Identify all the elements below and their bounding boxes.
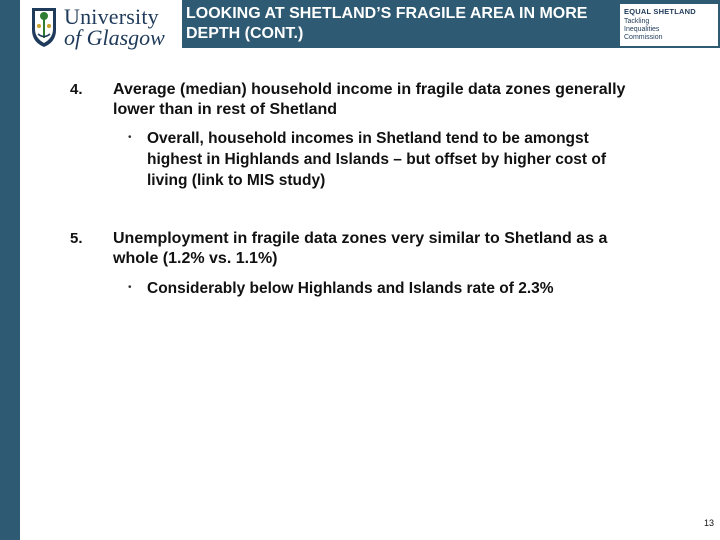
sub-point-text: Overall, household incomes in Shetland tend to be amongst highest in Highlands and Islands – but offset by higher cost of living (link to MIS study) [147, 130, 607, 189]
commission-logo-line2: Inequalities [624, 26, 660, 33]
commission-logo-title: EQUAL SHETLAND [624, 7, 696, 16]
university-wordmark-line1: University [64, 4, 159, 29]
sub-point-text: Considerably below Highlands and Islands rate of 2.3% [147, 280, 554, 297]
commission-logo-line1: Tackling [624, 18, 650, 25]
commission-logo [620, 4, 718, 46]
point-number: 4. [70, 81, 83, 98]
commission-logo-line3: Commission [624, 34, 663, 41]
university-crest-icon [30, 6, 58, 48]
bullet-icon: • [128, 132, 132, 143]
left-accent-bar [0, 0, 20, 540]
slide-title: LOOKING AT SHETLAND’S FRAGILE AREA IN MORE DEPTH (CONT.) [186, 5, 588, 42]
university-wordmark-line2: of Glasgow [64, 25, 165, 50]
university-logo [20, 0, 182, 54]
point-text: Average (median) household income in fragile data zones generally lower than in rest of Shetland [113, 81, 626, 118]
point-number: 5. [70, 230, 83, 247]
bullet-icon: • [128, 282, 132, 293]
page-number: 13 [703, 518, 714, 528]
point-text: Unemployment in fragile data zones very similar to Shetland as a whole (1.2% vs. 1.1%) [113, 230, 608, 267]
